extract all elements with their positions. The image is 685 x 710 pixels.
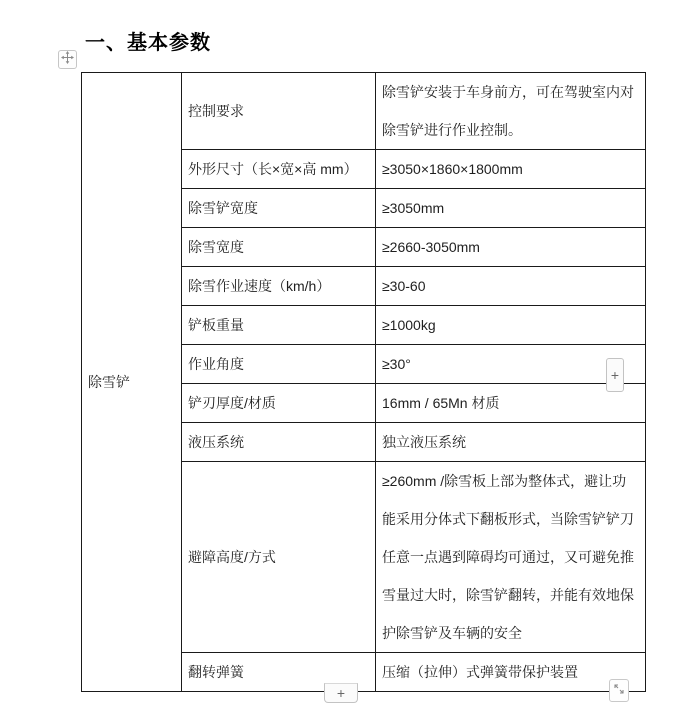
spec-value-cell[interactable]: ≥260mm /除雪板上部为整体式，避让功能采用分体式下翻板形式，当除雪铲铲刀任意一点遇到障碍均可通过，又可避免推雪量过大时，除雪铲翻转，并能有效地保护除雪铲及车辆的安全	[376, 462, 646, 653]
table-resize-handle[interactable]	[609, 679, 629, 702]
spec-label-cell[interactable]: 避障高度/方式	[182, 462, 376, 653]
spec-label-cell[interactable]: 外形尺寸（长×宽×高 mm）	[182, 150, 376, 189]
add-row-button[interactable]: +	[324, 683, 358, 703]
spec-value-cell[interactable]: 16mm / 65Mn 材质	[376, 384, 646, 423]
spec-value-cell[interactable]: ≥30-60	[376, 267, 646, 306]
spec-label-cell[interactable]: 铲板重量	[182, 306, 376, 345]
table-move-handle[interactable]	[58, 50, 77, 69]
spec-label-cell[interactable]: 翻转弹簧	[182, 653, 376, 692]
spec-label-cell[interactable]: 除雪作业速度（km/h）	[182, 267, 376, 306]
section-heading: 一、基本参数	[85, 32, 211, 54]
spec-value-cell[interactable]: ≥3050×1860×1800mm	[376, 150, 646, 189]
spec-label-cell[interactable]: 铲刃厚度/材质	[182, 384, 376, 423]
spec-table	[81, 72, 646, 692]
spec-value-cell[interactable]: 压缩（拉伸）式弹簧带保护装置	[376, 653, 646, 692]
spec-value-cell[interactable]: ≥3050mm	[376, 189, 646, 228]
spec-label-cell[interactable]: 除雪铲宽度	[182, 189, 376, 228]
spec-table-body	[82, 73, 646, 692]
spec-value-cell[interactable]: 独立液压系统	[376, 423, 646, 462]
spec-label-cell[interactable]: 液压系统	[182, 423, 376, 462]
spec-value-cell[interactable]: ≥30°	[376, 345, 646, 384]
spec-label-cell[interactable]: 控制要求	[182, 73, 376, 150]
spec-value-cell[interactable]: 除雪铲安装于车身前方，可在驾驶室内对除雪铲进行作业控制。	[376, 73, 646, 150]
spec-label-cell[interactable]: 除雪宽度	[182, 228, 376, 267]
table-row	[82, 73, 646, 150]
resize-icon	[613, 682, 625, 700]
move-icon	[61, 51, 74, 69]
spec-label-cell[interactable]: 作业角度	[182, 345, 376, 384]
spec-value-cell[interactable]: ≥1000kg	[376, 306, 646, 345]
category-cell[interactable]: 除雪铲	[82, 73, 182, 692]
add-column-button[interactable]: +	[606, 358, 624, 392]
spec-value-cell[interactable]: ≥2660-3050mm	[376, 228, 646, 267]
